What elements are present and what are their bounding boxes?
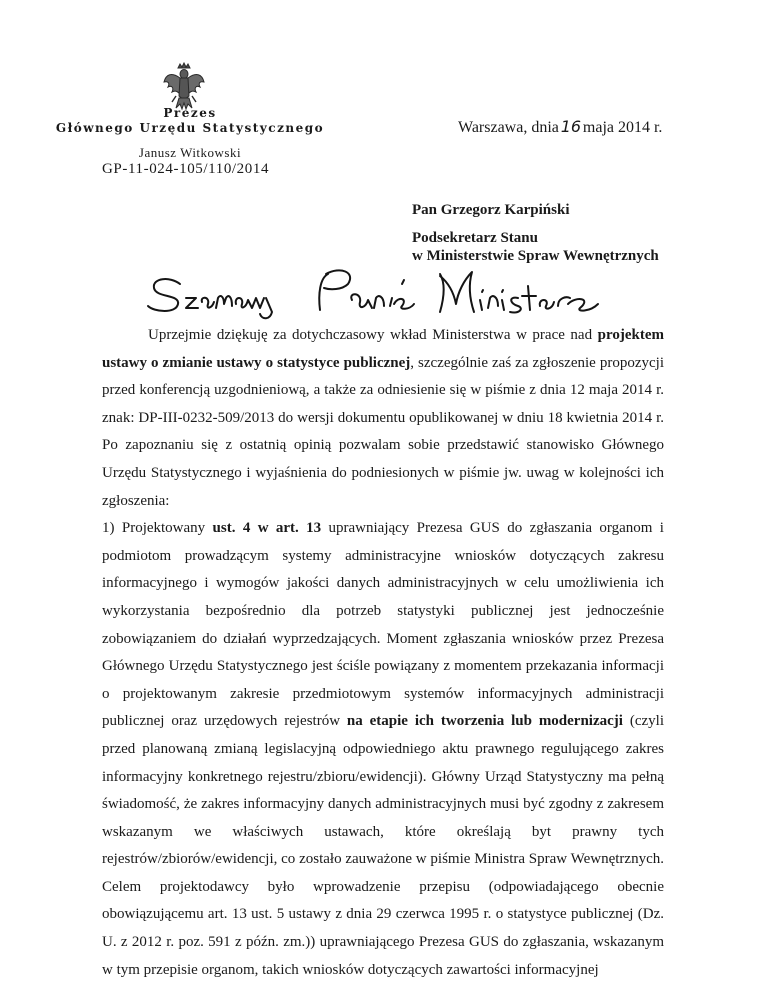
recipient-name: Pan Grzegorz Karpiński	[412, 202, 570, 218]
body-paragraph-2-text-cont: uprawniający Prezesa GUS do zgłaszania organom i podmiotom prowadzącym systemy administracyjne wniosków dotyczących zakresu informacyjnego i wymogów jakości danych administracyjnych w celu umożliwienia ich wykorzystania bezpośrednio dla potrzeb statystyki publicznej jest jednocześnie zobowiązaniem do działań wyprzedzających. Moment zgłaszania wniosków przez Prezesa Głównego Urzędu Statystycznego jest ściśle powiązany z momentem przekazania informacji o projektowanym zakresie przedmiotowym systemów informacyjnych administracji publicznej oraz urzędowych rejestrów	[102, 520, 664, 730]
date-day-handwritten: 16	[560, 117, 582, 136]
polish-eagle-emblem-icon	[162, 62, 206, 112]
date-line	[458, 118, 662, 137]
body-bold-stage-phrase: na etapie ich tworzenia lub modernizacji	[346, 713, 623, 730]
body-paragraph-1-text-cont: , szczególnie zaś za zgłoszenie propozycji przed konferencją uzgodnieniową, a także za odniesienie się w piśmie z dnia 12 maja 2014 r. znak: DP-III-0232-509/2013 do wersji dokumentu opublikowanej w dniu 18 kwietnia 2014 r. Po zapoznaniu się z ostatnią opinią pozwalam sobie przedstawić stanowisko Głównego Urzędu Statystycznego i wyjaśnienia do podniesionych w piśmie jw. uwag w kolejności ich zgłoszenia:	[102, 354, 664, 509]
date-suffix: maja 2014 r.	[582, 119, 663, 136]
body-bold-article-ref: ust. 4 w art. 13	[212, 520, 322, 537]
date-prefix: Warszawa, dnia	[458, 119, 559, 136]
sender-title-line2: Głównego Urzędu Statystycznego	[55, 121, 325, 135]
reference-number: GP-11-024-105/110/2014	[102, 161, 270, 177]
body-paragraph-1-text: Uprzejmie dziękuję za dotychczasowy wkład Ministerstwa w prace nad	[148, 327, 598, 343]
sender-name: Janusz Witkowski	[138, 145, 242, 160]
body-bold-bill-title: projektem ustawy o zmianie ustawy o statystyce publicznej	[102, 327, 664, 371]
body-paragraph-2-text: 1) Projektowany	[102, 520, 213, 537]
recipient-position-line2: w Ministerstwie Spraw Wewnętrznych	[412, 248, 659, 264]
body-paragraph-2-text-end: (czyli przed planowaną zmianą legislacyjną odpowiedniego aktu prawnego regulującego zakres informacyjny konkretnego rejestru/zbioru/ewidencji). Główny Urząd Statystyczny ma pełną świadomość, że zakres informacyjny danych administracyjnych musi być zgodny z zakresem wskazanym we właściwych ustawach, które określają byt prawny tych rejestrów/zbiorów/ewidencji, co zostało zauważone w piśmie Ministra Spraw Wewnętrznych. Celem projektodawcy było wprowadzenie przepisu (odpowiadającego obecnie obowiązującemu art. 13 ust. 5 ustawy z dnia 29 czerwca 1995 r. o statystyce publicznej (Dz. U. z 2012 r. poz. 591 z późn. zm.)) uprawniającego Prezesa GUS do zgłaszania, wskazanym w tym przepisie organom, takich wniosków dotyczących zawartości informacyjnej	[102, 713, 664, 978]
handwritten-salutation	[140, 258, 640, 328]
recipient-position-line1: Podsekretarz Stanu	[412, 230, 538, 246]
letter-body	[102, 322, 664, 984]
sender-title-line1: Prezes	[163, 106, 217, 120]
